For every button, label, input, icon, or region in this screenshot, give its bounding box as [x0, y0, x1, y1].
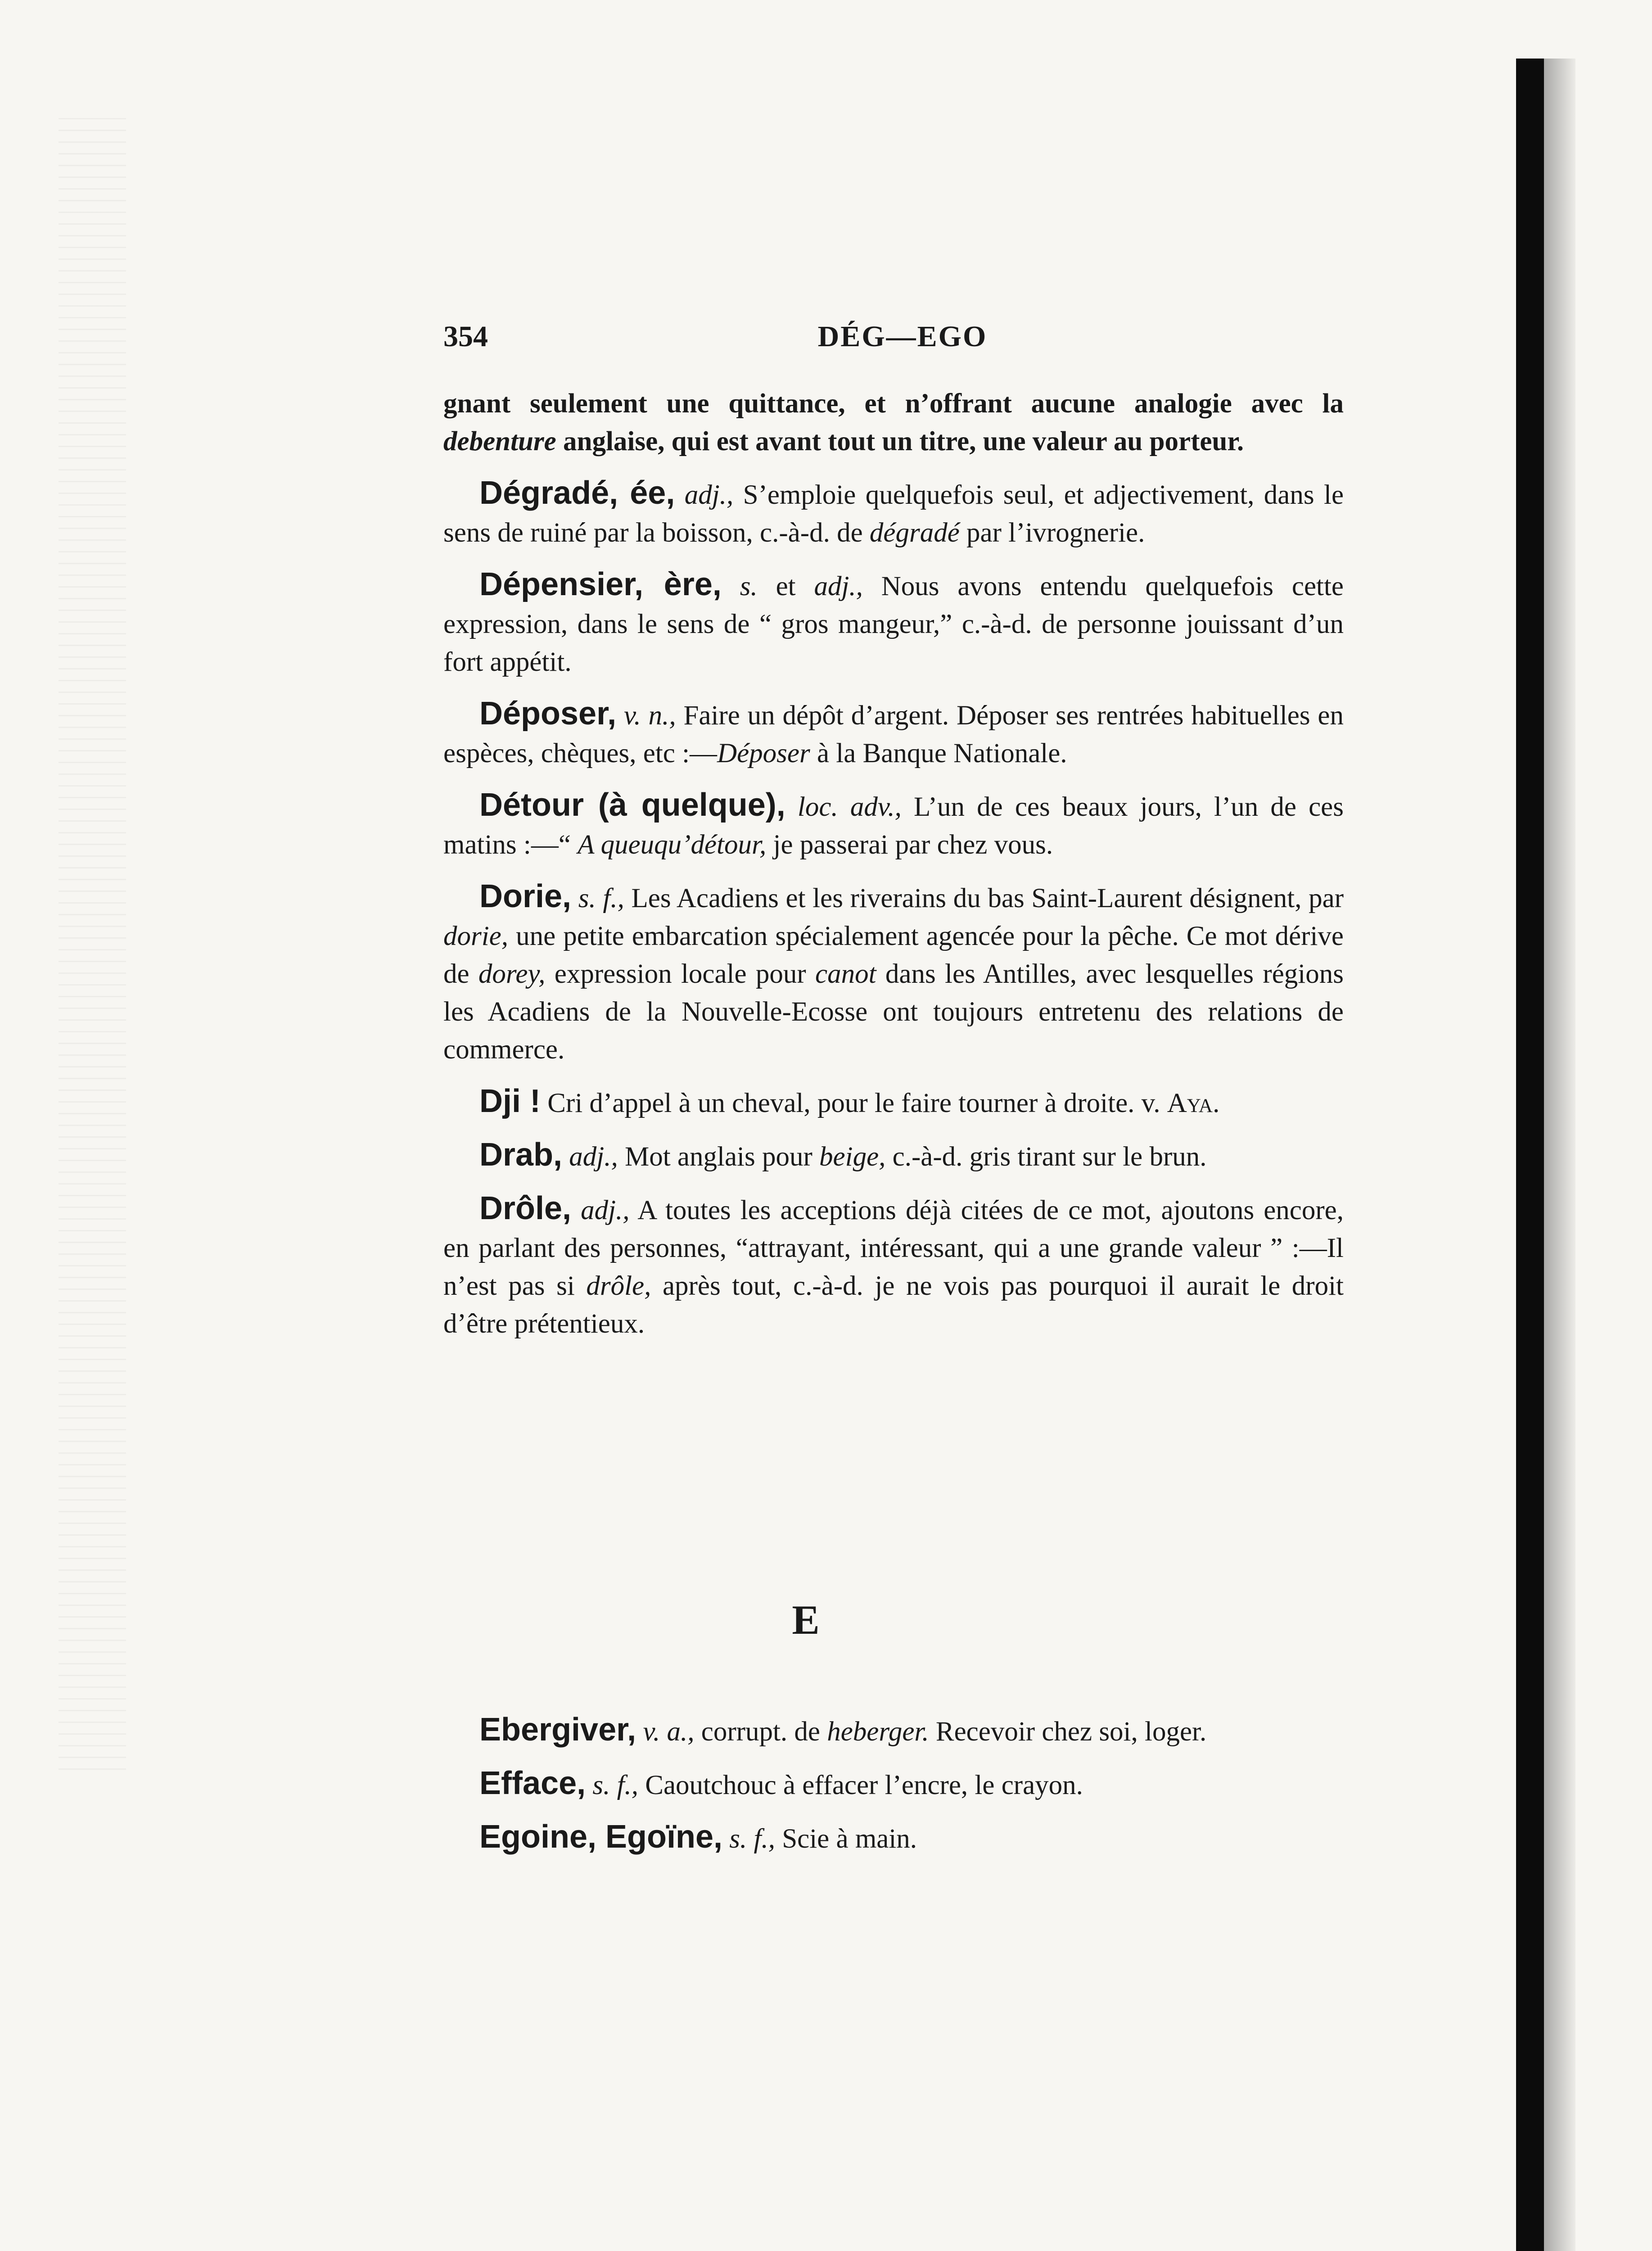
definition-italic: dorey,: [478, 959, 546, 989]
definition-text: et: [757, 571, 814, 601]
grammar-label: s. f.,: [578, 883, 624, 913]
definition-text: S’emploie quelquefois seul, et adjectivement, dans le sens de ruiné par la boisson, c.-à-d. de: [443, 480, 1344, 548]
definition-text: une petite embarcation spécialement agencée pour la pêche. Ce mot dérive de: [443, 921, 1344, 989]
grammar-label: adj.,: [684, 480, 734, 510]
definition-italic: Déposer: [717, 738, 810, 768]
entry-ebergiver: [443, 1711, 1344, 1751]
section-e-text-block: [443, 1711, 1344, 1871]
definition-italic: beige,: [819, 1142, 886, 1172]
entry-dorie: [443, 877, 1344, 1069]
definition-italic: canot: [815, 959, 876, 989]
headword: Dorie,: [479, 878, 572, 914]
definition-text: dans les Antilles, avec lesquelles régions les Acadiens de la Nouvelle-Ecosse ont toujours entretenu des relations de commerce.: [443, 959, 1344, 1065]
entry-detour: [443, 786, 1344, 864]
grammar-label: v. n.,: [623, 701, 676, 731]
grammar-label: adj.,: [569, 1142, 618, 1172]
definition-italic: heberger.: [827, 1717, 929, 1747]
definition-text: L’un de ces beaux jours, l’un de ces matins :—“: [443, 792, 1344, 860]
headword: Détour (à quelque),: [479, 787, 785, 823]
scan-margin-noise: [59, 108, 126, 1774]
definition-text: Les Acadiens et les riverains du bas Saint-Laurent désignent, par: [624, 883, 1344, 913]
headword: Dji !: [479, 1083, 541, 1119]
main-text-block: [443, 385, 1344, 1356]
headword: Déposer,: [479, 696, 617, 732]
headword: Dégradé, ée,: [479, 475, 675, 511]
definition-text: A toutes les acceptions déjà citées de ce mot, ajoutons encore, en parlant des personnes, “attrayant, intéressant, qui a une grande valeur ” :—Il n’est pas si: [443, 1195, 1344, 1301]
continuation-italic: debenture: [443, 426, 556, 457]
definition-italic: dégradé: [869, 518, 960, 548]
page-header: [443, 320, 1362, 360]
definition-text: Caoutchouc à effacer l’encre, le crayon.: [638, 1770, 1083, 1800]
definition-text: .: [1213, 1088, 1220, 1118]
grammar-label: s. f.,: [592, 1770, 639, 1800]
grammar-label: s.: [740, 571, 758, 601]
entry-drab: [443, 1136, 1344, 1176]
headword: Efface,: [479, 1765, 586, 1801]
section-letter-heading: E: [792, 1597, 820, 1643]
definition-text: par l’ivrognerie.: [959, 518, 1145, 548]
grammar-label: loc. adv.,: [797, 792, 902, 822]
headword: Ebergiver,: [479, 1712, 636, 1748]
grammar-label: v. a.,: [643, 1717, 695, 1747]
definition-italic: drôle,: [586, 1271, 651, 1301]
continuation-text-c: anglaise, qui est avant tout un titre, une valeur au porteur.: [556, 426, 1244, 457]
definition-italic: A queuqu’détour,: [578, 830, 767, 860]
entry-efface: [443, 1764, 1344, 1804]
entry-drole: [443, 1189, 1344, 1343]
definition-text: Scie à main.: [775, 1824, 917, 1854]
continuation-paragraph: [443, 385, 1344, 461]
page-number: 354: [443, 320, 488, 353]
page-edge-shadow-bar: [1516, 59, 1544, 2251]
running-head: DÉG—EGO: [817, 320, 988, 353]
definition-text: Cri d’appel à un cheval, pour le faire tourner à droite. v.: [540, 1088, 1167, 1118]
definition-text: Mot anglais pour: [618, 1142, 820, 1172]
grammar-label: adj.,: [581, 1195, 630, 1225]
headword: Egoine, Egoïne,: [479, 1819, 723, 1855]
entry-dji: [443, 1082, 1344, 1122]
definition-text: après tout, c.-à-d. je ne vois pas pourquoi il aurait le droit d’être prétentieux.: [443, 1271, 1344, 1339]
definition-text: je passerai par chez vous.: [766, 830, 1053, 860]
continuation-text-a: gnant seulement une quittance, et n’offrant aucune analogie avec la: [443, 389, 1344, 419]
entry-egoine: [443, 1818, 1344, 1858]
definition-text: à la Banque Nationale.: [810, 738, 1067, 768]
headword: Drab,: [479, 1137, 563, 1173]
headword: Dépensier, ère,: [479, 566, 722, 602]
page-edge-gradient: [1544, 59, 1575, 2251]
definition-text: c.-à-d. gris tirant sur le brun.: [885, 1142, 1207, 1172]
definition-italic: dorie,: [443, 921, 509, 951]
definition-text: Nous avons entendu quelquefois cette expression, dans le sens de “ gros mangeur,” c.-à-d. de personne jouissant d’un fort appétit.: [443, 571, 1344, 677]
definition-text: Recevoir chez soi, loger.: [929, 1717, 1207, 1747]
headword: Drôle,: [479, 1190, 572, 1226]
entry-deposer: [443, 695, 1344, 773]
grammar-label: s. f.,: [729, 1824, 775, 1854]
definition-text: corrupt. de: [694, 1717, 827, 1747]
definition-text: Faire un dépôt d’argent. Déposer ses rentrées habituelles en espèces, chèques, etc :—: [443, 701, 1344, 768]
entry-depensier: [443, 565, 1344, 681]
entry-degrade: [443, 474, 1344, 552]
grammar-label: adj.,: [814, 571, 863, 601]
cross-reference: Aya: [1167, 1088, 1213, 1118]
definition-text: expression locale pour: [545, 959, 816, 989]
